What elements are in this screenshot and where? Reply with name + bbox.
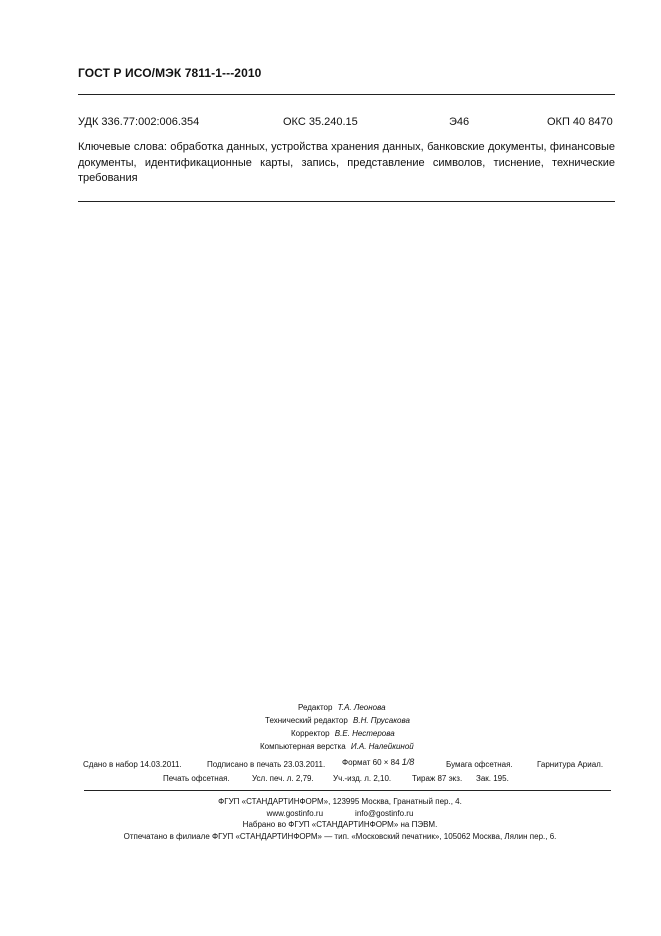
credit-role: Технический редактор <box>265 716 348 725</box>
credit-name: Т.А. Леонова <box>337 703 386 712</box>
publication-sheets: Уч.-изд. л. 2,10. <box>333 774 392 783</box>
header-rule <box>78 94 615 95</box>
group-code: Э46 <box>449 116 470 128</box>
document-header: ГОСТ Р ИСО/МЭК 7811-1---2010 <box>78 66 262 80</box>
credit-name: И.А. Налейкиной <box>350 742 414 751</box>
credit-editor <box>258 701 518 714</box>
typeface: Гарнитура Ариал. <box>537 760 604 769</box>
print-sheets: Усл. печ. л. 2,79. <box>252 774 314 783</box>
editorial-credits <box>258 701 518 753</box>
publisher-contacts <box>70 808 610 820</box>
publisher-address: ФГУП «СТАНДАРТИНФОРМ», 123995 Москва, Гранатный пер., 4. <box>218 797 462 806</box>
credit-proofreader <box>258 727 518 740</box>
print-format <box>342 757 414 767</box>
order-number: Зак. 195. <box>476 774 509 783</box>
print-run: Тираж 87 экз. <box>412 774 463 783</box>
okp-code: ОКП 40 8470 <box>547 116 613 128</box>
credit-layout <box>258 740 518 753</box>
keywords-rule <box>78 201 615 202</box>
udk-code: УДК 336.77:002:006.354 <box>78 116 200 128</box>
typeset-date: Сдано в набор 14.03.2011. <box>83 760 182 769</box>
credit-role: Редактор <box>298 703 333 712</box>
printing-house: Отпечатано в филиале ФГУП «СТАНДАРТИНФОРМ» — тип. «Московский печатник», 105062 Москва, Лялин пер., 6. <box>123 831 557 841</box>
credit-technical-editor <box>258 714 518 727</box>
credit-role: Корректор <box>291 729 330 738</box>
format-label: Формат 60 × 84 <box>342 758 400 767</box>
publisher-info <box>70 796 610 842</box>
typesetting-note: Набрано во ФГУП «СТАНДАРТИНФОРМ» на ПЭВМ. <box>242 820 438 829</box>
keywords-paragraph: Ключевые слова: обработка данных, устройства хранения данных, банковские документы, финансовые документы, идентификационные карты, запись, представление символов, тиснение, технические требования <box>78 141 615 184</box>
footer-rule <box>84 790 611 791</box>
printing-method: Печать офсетная. <box>163 774 230 783</box>
publisher-website: www.gostinfo.ru <box>266 808 324 818</box>
signed-date: Подписано в печать 23.03.2011. <box>207 760 326 769</box>
credit-name: В.Е. Нестерова <box>334 729 395 738</box>
oks-code: ОКС 35.240.15 <box>283 116 358 128</box>
credit-name: В.Н. Прусакова <box>353 716 410 725</box>
format-fraction: 1/8 <box>401 757 415 767</box>
credit-role: Компьютерная верстка <box>260 742 346 751</box>
paper-type: Бумага офсетная. <box>446 760 513 769</box>
publisher-email: info@gostinfo.ru <box>355 808 414 818</box>
